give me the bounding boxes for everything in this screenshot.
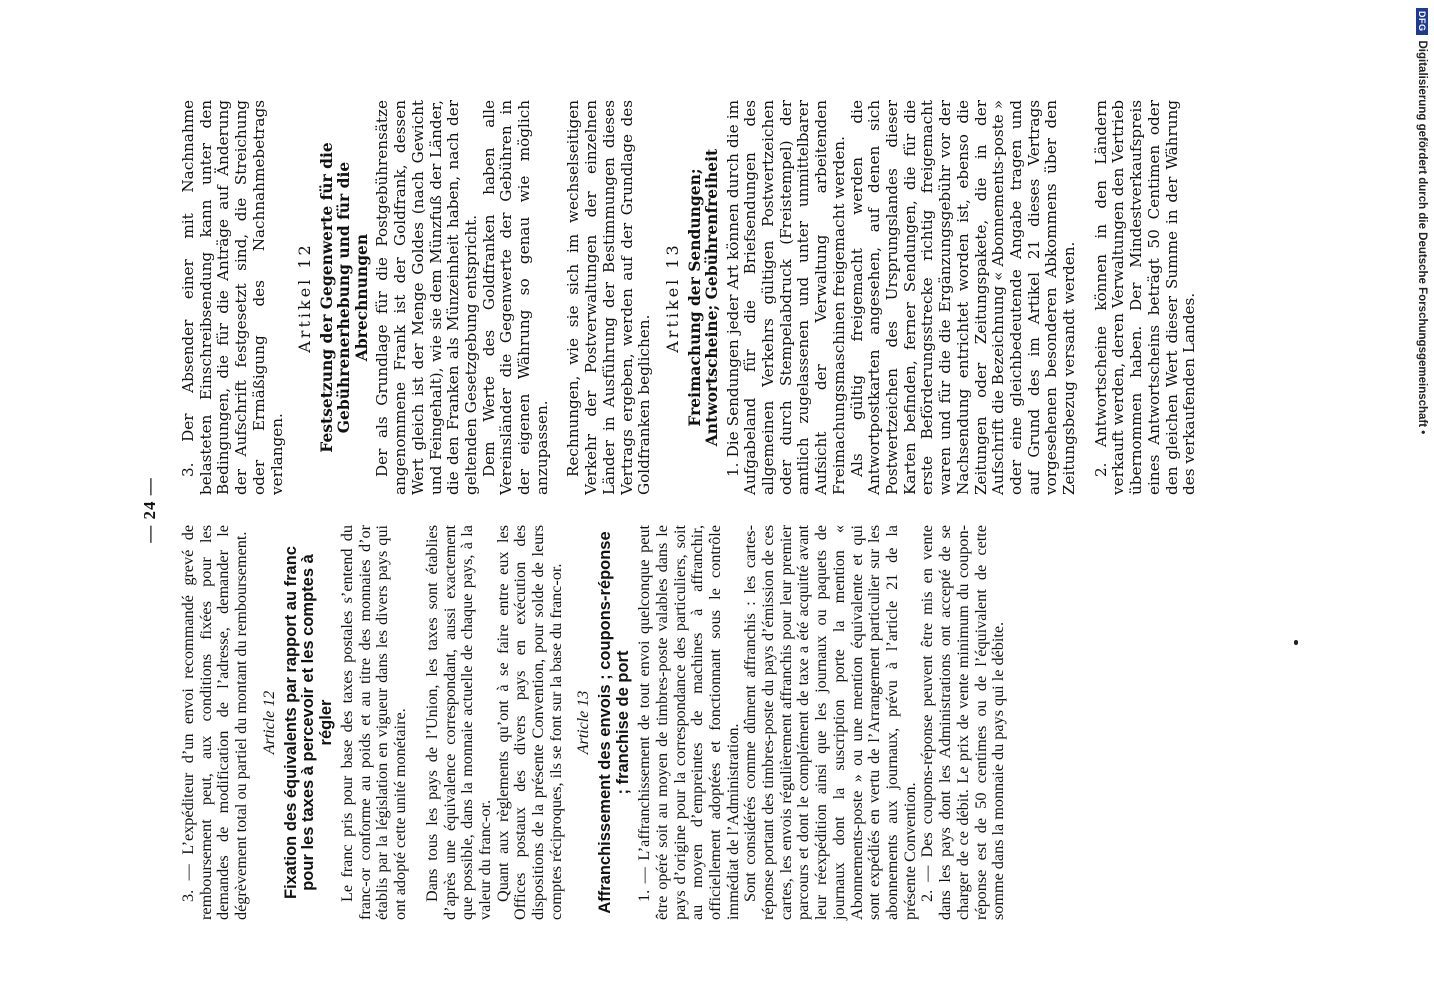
french-article-13-paragraph-1: 1. — L’affranchissement de tout envoi quelconque peut être opéré soit au moyen de timbres-poste valables dans le pays d’origine pour la correspondance des particuliers, soit au moyen d’empreintes de machines à affranchir, officiellement adoptées et fonctionnant sous le contrôle immédiat de l’Administration. bbox=[635, 525, 742, 920]
german-article-12-paragraph-1: Der als Grundlage für die Postgebührensätze angenommene Frank ist der Goldfrank, dessen Wert gleich ist der Menge Goldes (nach Gewicht und Feingehalt), wie sie dem Münzfuß der Länder, die den Franken als Münzeinheit haben, nach der geltenden Gesetzgebung entspricht. bbox=[373, 100, 480, 495]
dfg-logo: DFG bbox=[1416, 8, 1428, 35]
french-article-12-paragraph-2: Dans tous les pays de l’Union, les taxes sont établies d’après une équivalence correspondant, aussi exactement que possible, dans la monnaie actuelle de chaque pays, à la valeur du franc-or. bbox=[422, 525, 494, 920]
french-article-13-paragraph-3: 2. — Des coupons-réponse peuvent être mis en vente dans les pays dont les Administrations ont accepté de se charger de ce débit. Le prix de vente minimum du coupon-réponse est de 50 centimes ou de l’équivalent de cette somme dans la monnaie du pays qui le débite. bbox=[918, 525, 1008, 920]
attribution-text: Digitalisierung gefördert durch die Deutsche Forschungsgemeinschaft • bbox=[1416, 40, 1428, 435]
german-article-13-paragraph-1: 1. Die Sendungen jeder Art können durch die im Aufgabeland für die Briefsendungen des allgemeinen Verkehrs gültigen Postwertzeichen oder durch Stempelabdruck (Freistempel) der amtlich zugelassenen und unter unmittelbarer Aufsicht der Verwaltung arbeitenden Freimachungsmaschinen freigemacht werden. bbox=[723, 100, 848, 495]
french-column bbox=[180, 525, 1008, 920]
french-article-12-title: Fixation des équivalents par rapport au franc pour les taxes à percevoir et les comptes à régler bbox=[281, 546, 335, 900]
scan-speck bbox=[1294, 640, 1298, 645]
french-paragraph-3: 3. — L’expéditeur d’un envoi recommandé grevé de remboursement peut, aux conditions fixées pour les demandes de modification de l’adresse, demander le dégrèvement total ou partiel du montant du remboursement. bbox=[179, 525, 251, 920]
french-article-12-label: Article 12 bbox=[260, 690, 278, 755]
german-article-13-paragraph-2: Als gültig freigemacht werden die Antwortpostkarten angesehen, auf denen sich Postwertzeichen des Ursprungslandes dieser Karten befinden, ferner Sendungen, die für die erste Beförderungsstrecke richtig freigemacht waren und für die die Ergänzungsgebühr vor der Nachsendung entrichtet worden ist, ebenso die Zeitungen oder Zeitungspakete, die in der Aufschrift die Bezeichnung « Abonnements-poste » oder eine gleichbedeutende Angabe tragen und auf Grund des im Artikel 21 dieses Vertrags vorgesehenen besonderen Abkommens über den Zeitungsbezug versandt werden. bbox=[847, 100, 1079, 495]
attribution-strip bbox=[1414, 8, 1432, 992]
german-article-12-title: Festsetzung der Gegenwerte für die Gebührenerhebung und für die Abrechnungen bbox=[316, 142, 371, 453]
french-article-13-title: Affranchissement des envois ; coupons-réponse ; franchise de port bbox=[596, 531, 632, 914]
german-paragraph-3: 3. Der Absender einer mit Nachnahme belasteten Einschreibsendung kann unter den Bedingungen, die für die Anträge auf Änderung der Aufschrift festgesetzt sind, die Streichung oder Ermäßigung des Nachnahmebetrags verlangen. bbox=[179, 100, 286, 495]
french-article-13-paragraph-2: Sont considérés comme dûment affranchis : les cartes-réponse portant des timbres-poste du pays d’émission de ces cartes, les envois régulièrement affranchis pour leur premier parcours et dont le complément de taxe a été acquitté avant leur réexpédition ainsi que les journaux ou paquets de journaux dont la suscription porte la mention « Abonnements-poste » ou une mention équivalente et qui sont expédiés en vertu de l’Arrangement particulier sur les abonnements aux journaux, prévu à l’article 21 de la présente Convention. bbox=[741, 525, 919, 920]
attribution-line bbox=[1414, 8, 1430, 992]
french-article-12-paragraph-1: Le franc pris pour base des taxes postales s’entend du franc-or conforme au poids et au titre des monnaies d’or établis par la législation en vigueur dans les divers pays qui ont adopté cette unité monétaire. bbox=[338, 525, 410, 920]
german-article-13-paragraph-3: 2. Antwortscheine können in den Ländern verkauft werden, deren Verwaltungen den Vertrieb übernommen haben. Der Mindestverkaufspreis eines Antwortscheins beträgt 50 Centimen oder den gleichen Wert dieser Summe in der Währung des verkaufenden Landes. bbox=[1091, 100, 1199, 495]
german-article-12-label: Artikel 12 bbox=[295, 242, 315, 353]
rotated-text-block bbox=[140, 100, 1199, 920]
german-column bbox=[180, 100, 1199, 495]
german-article-13-label: Artikel 13 bbox=[662, 242, 682, 353]
german-article-12-paragraph-3: Rechnungen, wie sie sich im wechselseitigen Verkehr der Postverwaltungen der einzelnen Länder in Ausführung der Bestimmungen dieses Vertrags ergeben, werden auf der Grundlage des Goldfranken beglichen. bbox=[564, 100, 654, 495]
page-number: — 24 — bbox=[140, 477, 159, 543]
french-article-13-label: Article 13 bbox=[575, 690, 593, 755]
german-article-12-paragraph-2: Dem Werte des Goldfranken haben alle Vereinsländer die Gegenwerte der Gebühren in der eigenen Währung so genau wie möglich anzupassen. bbox=[479, 100, 551, 495]
german-article-13-title: Freimachung der Sendungen; Antwortscheine; Gebührenfreiheit bbox=[684, 148, 722, 447]
french-article-12-paragraph-3: Quant aux règlements qu’ont à se faire entre eux les Offices postaux des divers pays en exécution des dispositions de la présente Convention, pour solde de leurs comptes réciproques, ils se font sur la base du franc-or. bbox=[493, 525, 565, 920]
